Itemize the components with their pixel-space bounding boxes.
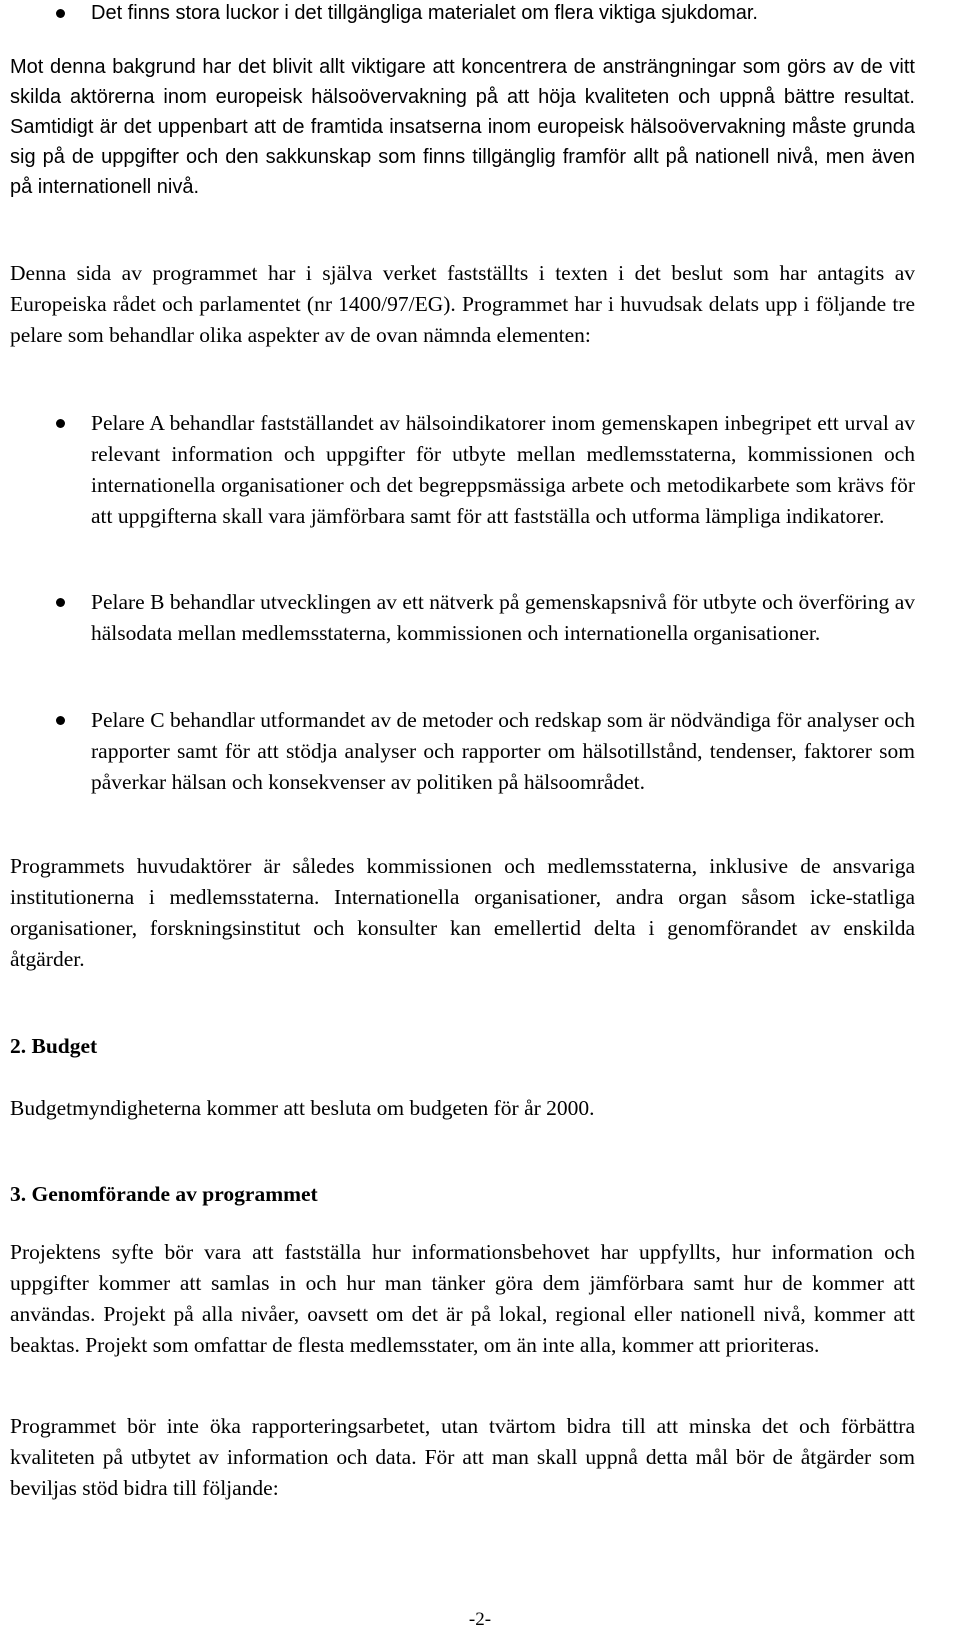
list-item	[10, 705, 915, 798]
paragraph	[10, 1237, 915, 1361]
bullet-icon	[56, 9, 65, 18]
paragraph	[10, 1411, 915, 1504]
list-item-text: Pelare A behandlar fastställandet av hälsoindikatorer inom gemenskapen inbegripet ett urval av relevant information och uppgifter för utbyte mellan medlemsstaterna, kommissionen och internationella organisationer och det begreppsmässiga arbete och metodikarbete som krävs för att uppgifterna skall vara jämförbara samt för att fastställa och utforma lämpliga indikatorer.	[91, 411, 915, 528]
list-item-text: Pelare B behandlar utvecklingen av ett nätverk på gemenskapsnivå för utbyte och överföring av hälsodata mellan medlemsstaterna, kommissionen och internationella organisationer.	[91, 590, 915, 645]
paragraph	[10, 52, 915, 202]
page-number: -2-	[468, 1609, 492, 1630]
list-item	[10, 587, 915, 649]
section-heading: 3. Genomförande av programmet	[10, 1182, 318, 1206]
list-item-text: Det finns stora luckor i det tillgängliga materialet om flera viktiga sjukdomar.	[91, 2, 758, 24]
list-item	[10, 408, 915, 532]
bullet-icon	[56, 419, 65, 428]
paragraph-text: Mot denna bakgrund har det blivit allt viktigare att koncentrera de ansträngningar som görs av de vitt skilda aktörerna inom europeisk hälsoövervakning på att höja kvaliteten och uppnå bättre resultat. Samtidigt är det uppenbart att de framtida insatserna inom europeisk hälsoövervakning måste grunda sig på de uppgifter och den sakkunskap som finns tillgänglig framför allt på nationell nivå, men även på internationell nivå.	[10, 56, 915, 198]
paragraph-text: Programmets huvudaktörer är således kommissionen och medlemsstaterna, inklusive de ansvariga institutionerna i medlemsstaterna. Internationella organisationer, andra organ såsom icke-statliga organisationer, forskningsinstitut och konsulter kan emellertid delta i genomförandet av enskilda åtgärder.	[10, 854, 915, 971]
paragraph	[10, 1093, 915, 1124]
list-item-text: Pelare C behandlar utformandet av de metoder och redskap som är nödvändiga för analyser och rapporter samt för att stödja analyser och rapporter om hälsotillstånd, tendenser, faktorer som påverkar hälsan och konsekvenser av politiken på hälsoområdet.	[91, 708, 915, 794]
paragraph-text: Programmet bör inte öka rapporteringsarbetet, utan tvärtom bidra till att minska det och förbättra kvaliteten på utbytet av information och data. För att man skall uppnå detta mål bör de åtgärder som beviljas stöd bidra till följande:	[10, 1414, 915, 1500]
paragraph-text: Denna sida av programmet har i själva verket fastställts i texten i det beslut som har antagits av Europeiska rådet och parlamentet (nr 1400/97/EG). Programmet har i huvudsak delats upp i följande tre pelare som behandlar olika aspekter av de ovan nämnda elementen:	[10, 261, 915, 347]
section-heading: 2. Budget	[10, 1034, 98, 1058]
paragraph-text: Projektens syfte bör vara att fastställa hur informationsbehovet har uppfyllts, hur information och uppgifter kommer att samlas in och hur man tänker göra dem jämförbara samt hur de kommer att användas. Projekt på alla nivåer, oavsett om det är på lokal, regional eller nationell nivå, kommer att beaktas. Projekt som omfattar de flesta medlemsstater, om än inte alla, kommer att prioriteras.	[10, 1240, 915, 1357]
paragraph-text: Budgetmyndigheterna kommer att besluta om budgeten för år 2000.	[10, 1096, 595, 1120]
bullet-icon	[56, 598, 65, 607]
list-item	[10, 0, 915, 29]
bullet-icon	[56, 716, 65, 725]
paragraph	[10, 258, 915, 351]
paragraph	[10, 851, 915, 975]
